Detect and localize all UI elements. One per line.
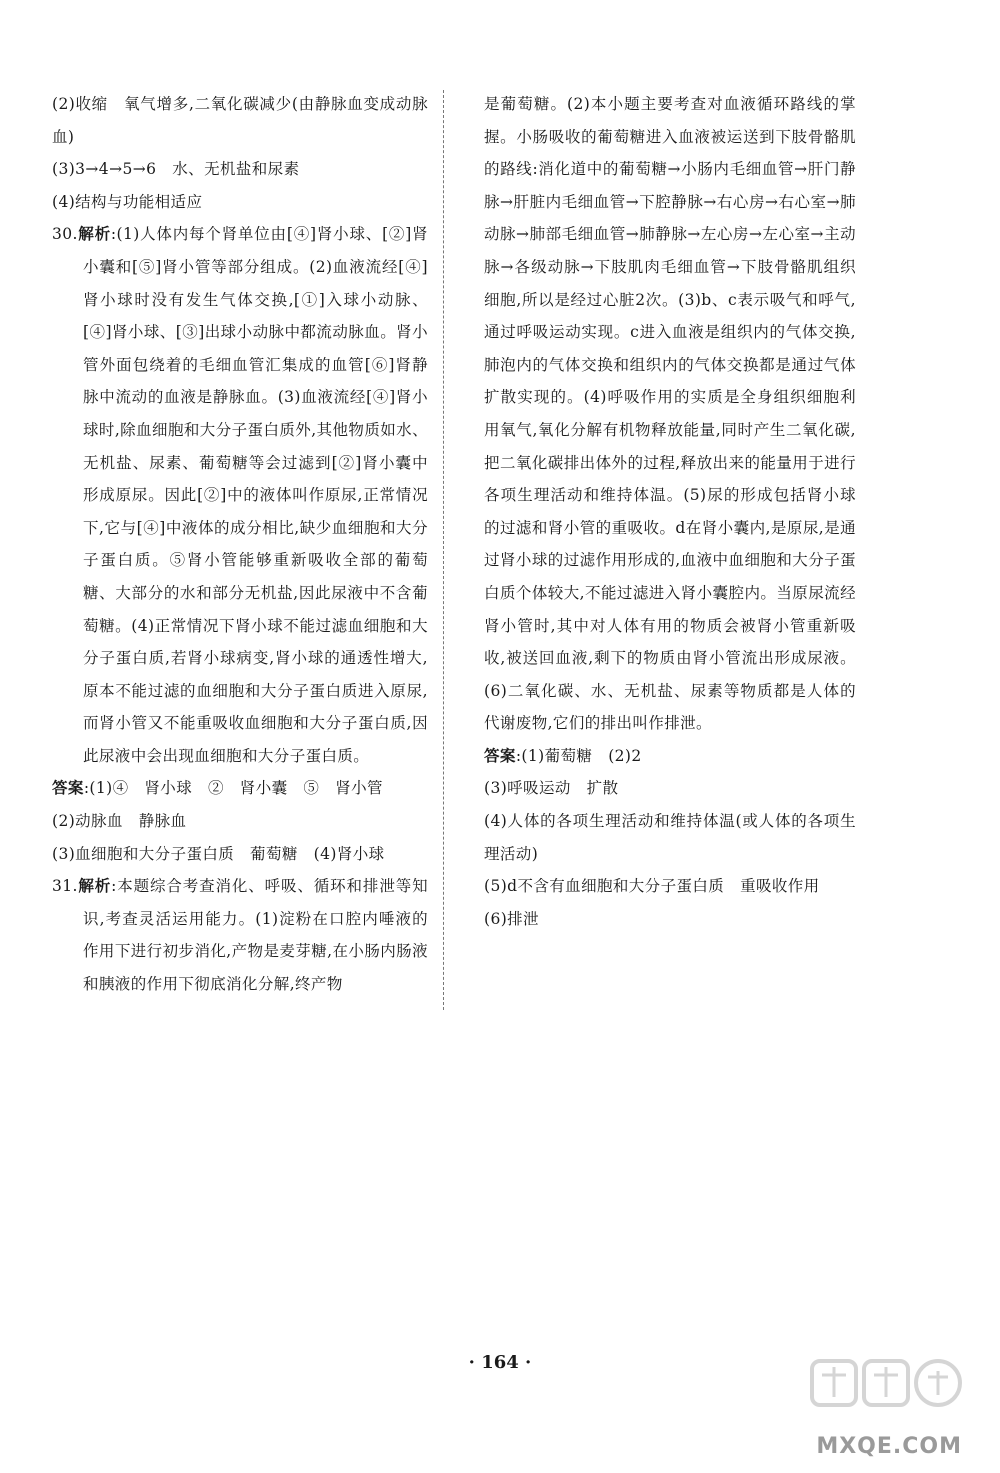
answer-line: (4)结构与功能相适应 bbox=[52, 192, 203, 211]
analysis-text: :本题综合考查消化、呼吸、循环和排泄等知识,考查灵活运用能力。(1)淀粉在口腔内唾液的作用下进行初步消化,产物是麦芽糖,在小肠内肠液和胰液的作用下彻底消化分解,终产物 bbox=[83, 877, 428, 994]
analysis-label: 解析 bbox=[77, 224, 111, 244]
question-number: 31. bbox=[52, 877, 78, 896]
right-column bbox=[484, 88, 856, 935]
answer-line: (5)d不含有血细胞和大分子蛋白质 重吸收作用 bbox=[484, 877, 820, 896]
answer-line: (6)排泄 bbox=[484, 909, 539, 928]
answer-line: (3)3→4→5→6 水、无机盐和尿素 bbox=[52, 160, 300, 179]
analysis-continuation: 是葡萄糖。(2)本小题主要考查对血液循环路线的掌握。小肠吸收的葡萄糖进入血液被运送到下肢骨骼肌的路线:消化道中的葡萄糖→小肠内毛细血管→肝门静脉→肝脏内毛细血管→下腔静脉→右心房→右心室→肺动脉→肺部毛细血管→肺静脉→左心房→左心室→主动脉→各级动脉→下肢肌肉毛细血管→下肢骨骼肌组织细胞,所以是经过心脏2次。(3)b、c表示吸气和呼气,通过呼吸运动实现。c进入血液是组织内的气体交换,肺泡内的气体交换和组织内的气体交换都是通过气体扩散实现的。(4)呼吸作用的实质是全身组织细胞利用氧气,氧化分解有机物释放能量,同时产生二氧化碳,把二氧化碳排出体外的过程,释放出来的能量用于进行各项生理活动和维持体温。(5)尿的形成包括肾小球的过滤和肾小管的重吸收。d在肾小囊内,是原尿,是通过肾小球的过滤作用形成的,血液中血细胞和大分子蛋白质个体较大,不能过滤进入肾小囊腔内。当原尿流经肾小管时,其中对人体有用的物质会被肾小管重新吸收,被送回血液,剩下的物质由肾小管流出形成尿液。(6)二氧化碳、水、无机盐、尿素等物质都是人体的代谢废物,它们的排出叫作排泄。 bbox=[484, 95, 856, 733]
question-31-analysis bbox=[52, 870, 428, 1000]
question-30-answer bbox=[52, 772, 428, 805]
answer-line: (3)血细胞和大分子蛋白质 葡萄糖 (4)肾小球 bbox=[52, 844, 385, 863]
answer-line: (2)动脉血 静脉血 bbox=[52, 812, 187, 831]
answer-label: 答案 bbox=[52, 778, 84, 798]
left-column bbox=[52, 88, 428, 1001]
question-31-answer bbox=[484, 740, 856, 773]
watermark-text: MXQE.COM bbox=[816, 1434, 962, 1459]
question-30-analysis bbox=[52, 218, 428, 772]
analysis-label: 解析 bbox=[77, 876, 112, 896]
answer-line: (4)人体的各项生理活动和维持体温(或人体的各项生理活动) bbox=[484, 812, 856, 863]
answer-text: :(1)④ 肾小球 ② 肾小囊 ⑤ 肾小管 bbox=[83, 779, 383, 798]
answer-line: (3)呼吸运动 扩散 bbox=[484, 779, 619, 798]
analysis-text: :(1)人体内每个肾单位由[④]肾小球、[②]肾小囊和[⑤]肾小管等部分组成。(2)血液流经[④]肾小球时没有发生气体交换,[①]入球小动脉、[④]肾小球、[③]出球小动脉中都流动脉血。肾小管外面包绕着的毛细血管汇集成的血管[⑥]肾静脉中流动的血液是静脉血。(3)血液流经[④]肾小球时,除血细胞和大分子蛋白质外,其他物质如水、无机盐、尿素、葡萄糖等会过滤到[②]肾小囊中形成原尿。因此[②]中的液体叫作原尿,正常情况下,它与[④]中液体的成分相比,缺少血细胞和大分子蛋白质。⑤肾小管能够重新吸收全部的葡萄糖、大部分的水和部分无机盐,因此尿液中不含葡萄糖。(4)正常情况下肾小球不能过滤血细胞和大分子蛋白质,若肾小球病变,肾小球的通透性增大,原本不能过滤的血细胞和大分子蛋白质进入原尿,而肾小管又不能重吸收血细胞和大分子蛋白质,因此尿液中会出现血细胞和大分子蛋白质。 bbox=[83, 225, 428, 765]
page-number: · 164 · bbox=[468, 1352, 532, 1373]
answer-text: :(1)葡萄糖 (2)2 bbox=[515, 746, 642, 765]
column-divider bbox=[443, 90, 444, 1010]
question-number: 30. bbox=[52, 225, 78, 244]
answer-label: 答案 bbox=[484, 745, 516, 765]
answer-line: (2)收缩 氧气增多,二氧化碳减少(由静脉血变成动脉血) bbox=[52, 95, 428, 146]
